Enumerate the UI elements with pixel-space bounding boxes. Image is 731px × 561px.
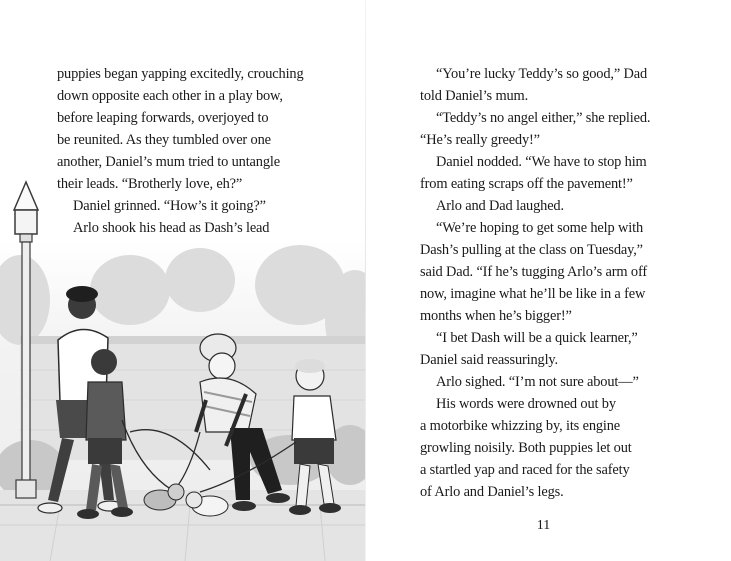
text-line: puppies began yapping excitedly, crouching (57, 66, 304, 82)
text-line: Arlo sighed. “I’m not sure about—” (436, 374, 639, 390)
text-line: before leaping forwards, overjoyed to (57, 110, 269, 126)
right-page (366, 0, 731, 561)
left-page (0, 0, 365, 561)
page-number: 11 (536, 518, 551, 533)
text-line: Dash’s pulling at the class on Tuesday,” (420, 242, 643, 258)
text-line: be reunited. As they tumbled over one (57, 132, 271, 148)
text-line: months when he’s bigger!” (420, 308, 572, 324)
text-line: a startled yap and raced for the safety (420, 462, 630, 478)
text-line: another, Daniel’s mum tried to untangle (57, 154, 280, 170)
text-line: a motorbike whizzing by, its engine (420, 418, 621, 434)
text-line: “He’s really greedy!” (420, 132, 540, 148)
right-page-text (420, 63, 710, 503)
text-line: of Arlo and Daniel’s legs. (420, 484, 564, 500)
text-line: “Teddy’s no angel either,” she replied. (436, 110, 651, 126)
text-line: “I bet Dash will be a quick learner,” (436, 330, 638, 346)
text-line: “You’re lucky Teddy’s so good,” Dad (436, 66, 648, 82)
illustration-drawing (0, 170, 366, 561)
text-line: Daniel nodded. “We have to stop him (436, 154, 647, 170)
text-line: their leads. “Brotherly love, eh?” (57, 176, 243, 192)
text-line: “We’re hoping to get some help with (436, 220, 643, 236)
text-line: His words were drowned out by (436, 396, 616, 412)
text-line: Daniel said reassuringly. (420, 352, 558, 368)
text-line: now, imagine what he’ll be like in a few (420, 286, 646, 302)
text-line: Arlo and Dad laughed. (436, 198, 564, 214)
text-line: Arlo shook his head as Dash’s lead (73, 220, 270, 236)
text-line: growling noisily. Both puppies let out (420, 440, 632, 456)
text-line: down opposite each other in a play bow, (57, 88, 283, 104)
text-line: said Dad. “If he’s tugging Arlo’s arm off (420, 264, 647, 280)
story-illustration (0, 170, 366, 561)
text-line: told Daniel’s mum. (420, 88, 529, 104)
text-line: from eating scraps off the pavement!” (420, 176, 633, 192)
text-line: Daniel grinned. “How’s it going?” (73, 198, 266, 214)
